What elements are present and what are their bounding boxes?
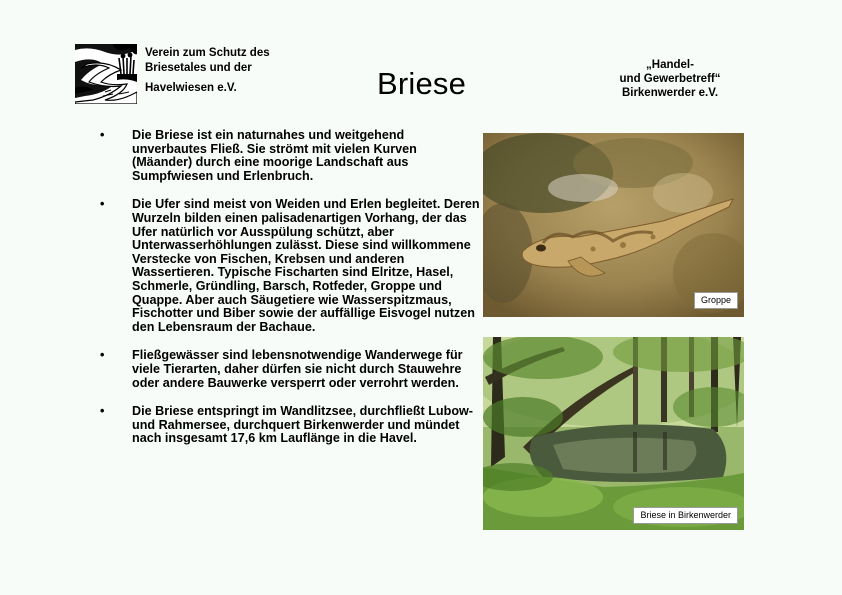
bullet-text: Die Briese entspringt im Wandlitzsee, durchfließt Lubow- und Rahmersee, durchquert Birkenwerder und mündet nach insgesamt 17,6 km Lauflänge in die Havel. xyxy=(132,404,473,446)
bullet-text: Die Ufer sind meist von Weiden und Erlen begleitet. Deren Wurzeln bilden einen palisadenartigen Vorhang, der das Ufer natürlich vor Ausspülung schützt, aber Unterwasserhöhlungen zulässt. Diese sind willkommene Verstecke von Fischen, Krebsen und anderen Wassertieren. Typische Fischarten sind Elritze, Hasel, Schmerle, Gründling, Barsch, Rotfeder, Groppe und Quappe. Aber auch Säugetiere wie Wasserspitzmaus, Fischotter und Biber sowie der auffällige Eisvogel nutzen den Lebensraum der Bachaue. xyxy=(132,197,480,334)
org-right-line-2: und Gewerbetreff“ xyxy=(619,73,721,85)
organization-left xyxy=(145,46,345,96)
bullet-list xyxy=(100,129,480,461)
list-item xyxy=(100,198,480,334)
organization-right xyxy=(600,58,740,100)
list-item xyxy=(100,349,480,390)
list-item xyxy=(100,405,480,446)
org-right-line-1: „Handel- xyxy=(646,59,694,71)
bullet-icon: • xyxy=(100,404,105,419)
photo-caption: Briese in Birkenwerder xyxy=(633,507,738,524)
stream-photo-icon xyxy=(483,337,744,530)
logo-icon xyxy=(75,44,137,104)
org-left-line-3: Havelwiesen e.V. xyxy=(145,82,237,94)
bullet-icon: • xyxy=(100,197,105,212)
bullet-text: Fließgewässer sind lebensnotwendige Wanderwege für viele Tierarten, daher dürfen sie nicht durch Stauwehre oder andere Bauwerke versperrt oder verrohrt werden. xyxy=(132,348,463,390)
org-left-line-1: Verein zum Schutz des xyxy=(145,47,270,59)
fish-photo-icon xyxy=(483,133,744,317)
photo-groppe xyxy=(483,133,744,317)
bullet-text: Die Briese ist ein naturnahes und weitgehend unverbautes Fließ. Sie strömt mit vielen Kurven (Mäander) durch eine moorige Landschaft aus Sumpfwiesen und Erlenbruch. xyxy=(132,128,417,183)
photo-briese xyxy=(483,337,744,530)
bullet-icon: • xyxy=(100,128,105,142)
bullet-icon: • xyxy=(100,348,105,363)
list-item xyxy=(100,129,480,183)
page-title: Briese xyxy=(377,66,467,101)
photo-caption: Groppe xyxy=(694,292,738,309)
org-left-line-2: Briesetales und der xyxy=(145,62,252,74)
org-right-line-3: Birkenwerder e.V. xyxy=(621,87,719,99)
